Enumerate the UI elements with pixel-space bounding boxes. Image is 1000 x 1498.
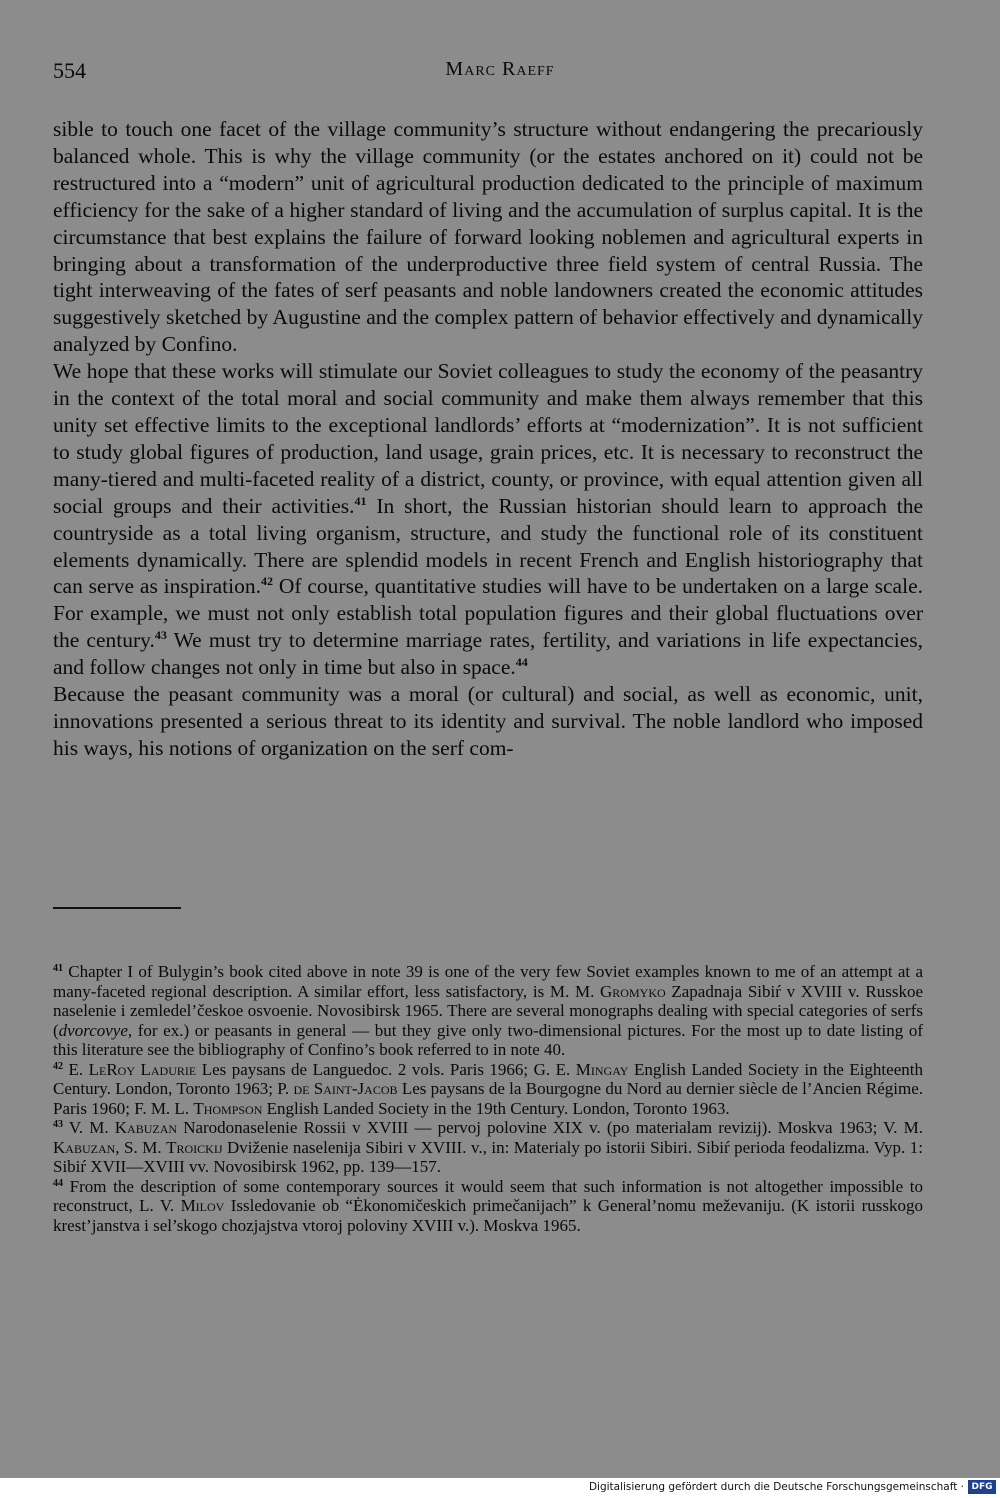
footnote-41 — [53, 962, 923, 1060]
footnote-ref-43[interactable]: 43 — [154, 628, 167, 643]
footnote-text: E. — [63, 1059, 89, 1079]
author-name: Kabuzan — [53, 1137, 116, 1157]
author-name: de Saint-Jacob — [293, 1079, 398, 1098]
footnote-text: Narodonaselenie Rossii v XVIII — pervoj polovine XIX v. (po materialam revizij). Moskva 1963; V. M. — [177, 1118, 923, 1137]
footnote-text: Zapadnaja Sibiŕ v XVIII v. Russkoe naselenie i zemledel’českoe osvoenie. Novosibirsk 1965. There are several monographs dealing with special categories of serfs ( — [53, 981, 923, 1040]
footnote-text: From the description of some contemporary sources it would seem that such information is not altogether impossible to reconstruct, L. V. — [53, 1176, 923, 1215]
paragraph-2-text-b: In short, the Russian historian should learn to approach the countryside as a total living organism, structure, and study the functional role of its constituent elements dynamically. There are splendid models in recent French and English historiography that can serve as inspiration. — [53, 493, 923, 599]
footnote-text: Dviženie naselenija Sibiri v XVIII. v., in: Materialy po istorii Sibiri. Sibiŕ perioda feodalizma. Vyp. 1: Sibiŕ XVII—XVIII vv. Novosibirsk 1962, pp. 139—157. — [53, 1137, 923, 1176]
paragraph-2 — [53, 358, 923, 681]
paragraph-2-text-d: We must try to determine marriage rates, fertility, and variations in life expectancies, and follow changes not only in time but also in space. — [53, 628, 923, 680]
footnote-separator — [53, 907, 181, 909]
footnotes — [53, 962, 923, 1235]
footnote-text: English Landed Society in the 19th Century. London, Toronto 1963. — [262, 1098, 730, 1118]
footnote-42 — [53, 1060, 923, 1119]
footnote-43 — [53, 1118, 923, 1177]
italic-term: dvorcovye, — [58, 1020, 133, 1040]
author-name: Kabuzan — [114, 1118, 178, 1137]
author-name: Milov — [180, 1196, 225, 1215]
author-name: Gromyko — [600, 981, 666, 1001]
footnote-number: 44 — [53, 1177, 63, 1189]
footnote-text: V. M. — [63, 1118, 115, 1137]
author-name: LeRoy Ladurie — [88, 1059, 197, 1079]
dfg-logo: DFG — [968, 1480, 996, 1494]
footnote-ref-42[interactable]: 42 — [261, 574, 273, 589]
footnote-44 — [53, 1177, 923, 1236]
footnote-ref-44[interactable]: 44 — [515, 655, 528, 670]
footnote-number: 41 — [53, 963, 63, 974]
author-name: Troickij — [166, 1137, 223, 1157]
footnote-text: Les paysans de Languedoc. 2 vols. Paris 1966; G. E. — [196, 1059, 576, 1079]
footnote-text: Chapter I of Bulygin’s book cited above in note 39 is one of the very few Soviet examples known to me of an attempt at a many-faceted regional description. A similar effort, less satisfactory, is M. M. — [53, 962, 923, 1001]
footnote-text: for ex.) or peasants in general — but they give only two-dimensional pictures. For the most up to date listing of this literature see the bibliography of Confino’s book referred to in note 40. — [53, 1020, 923, 1059]
digitization-credit: Digitalisierung gefördert durch die Deutsche Forschungsgemeinschaft · — [588, 1481, 964, 1493]
footnote-text: English Landed Society in the Eighteenth Century. London, Toronto 1963; P. — [53, 1059, 923, 1098]
footnote-ref-41[interactable]: 41 — [354, 493, 367, 508]
footnote-text: Issledovanie ob “Ėkonomičeskich primečanijach” k General’nomu meževaniju. (K istorii russkogo krest’janstva i sel’skogo chozjajstva vtoroj poloviny XVIII v.). Moskva 1965. — [53, 1196, 924, 1235]
footnote-text: Les paysans de la Bourgogne du Nord au dernier siècle de l’Ancien Régime. Paris 1960; F. M. L. — [53, 1079, 923, 1118]
running-head: Marc Raeff — [445, 58, 555, 80]
footnote-number: 42 — [53, 1060, 63, 1072]
paragraph-2-text-a: We hope that these works will stimulate our Soviet colleagues to study the economy of the peasantry in the context of the total moral and social community and make them always remember that this unity set effective limits to the exceptional landlords’ efforts at “modernization”. It is not sufficient to study global figures of production, land usage, grain prices, etc. It is necessary to reconstruct the many-tiered and multi-faceted reality of a district, county, or province, with equal attention given all social groups and their activities. — [53, 359, 923, 518]
footnote-text: , S. M. — [115, 1137, 167, 1157]
paragraph-3: Because the peasant community was a moral (or cultural) and social, as well as economic, unit, innovations presented a serious threat to its identity and survival. The noble landlord who imposed his ways, his notions of organization on the serf com- — [53, 682, 923, 760]
author-name: Mingay — [575, 1059, 629, 1079]
footer-bar — [0, 1478, 1000, 1498]
footnote-number: 43 — [53, 1119, 63, 1130]
body-text — [53, 116, 923, 762]
paragraph-1: sible to touch one facet of the village community’s structure without endangering the precariously balanced whole. This is why the village community (or the estates anchored on it) could not be restructured into a “modern” unit of agricultural production dedicated to the principle of maximum efficiency for the sake of a higher standard of living and the accumulation of surplus capital. It is the circumstance that best explains the failure of forward looking noblemen and agricultural experts in bringing about a transformation of the underproductive three field system of central Russia. The tight interweaving of the fates of serf peasants and noble landowners created the economic attitudes suggestively sketched by Augustine and the complex pattern of behavior effectively and dynamically analyzed by Confino. — [53, 117, 923, 357]
author-name: Thompson — [193, 1098, 263, 1118]
page-number: 554 — [53, 58, 86, 83]
paragraph-2-text-c: Of course, quantitative studies will have to be undertaken on a large scale. For example, we must not only establish total population figures and their global fluctuations over the century. — [53, 574, 923, 653]
